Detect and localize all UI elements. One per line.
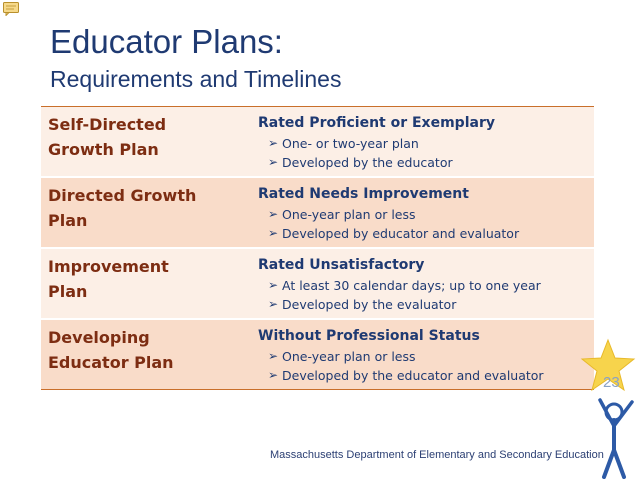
bullet-text: Developed by educator and evaluator <box>282 226 520 241</box>
bullet-item <box>268 153 588 172</box>
plan-name-cell <box>41 319 248 390</box>
plan-name-line: Developing <box>48 328 150 347</box>
rating-title: Rated Needs Improvement <box>258 186 469 202</box>
arrow-bullet-icon: ➢ <box>268 207 279 221</box>
plan-rating-cell <box>248 177 594 248</box>
slide-subtitle: Requirements and Timelines <box>50 66 342 92</box>
plan-rating-cell <box>248 107 594 178</box>
bullet-text: Developed by the evaluator <box>282 297 457 312</box>
slide-title: Educator Plans: <box>50 23 283 60</box>
plan-name-line: Self-Directed <box>48 115 167 134</box>
slide-title-block <box>50 22 341 94</box>
plan-name-line: Improvement <box>48 257 169 276</box>
bullet-text: One-year plan or less <box>282 207 416 222</box>
plan-rating-cell <box>248 248 594 319</box>
plan-rating-cell <box>248 319 594 390</box>
plan-name-cell <box>41 177 248 248</box>
plan-name-line: Directed Growth <box>48 186 197 205</box>
plan-row-directed-growth <box>41 177 594 248</box>
rating-title: Rated Proficient or Exemplary <box>258 115 495 131</box>
plan-row-developing-educator <box>41 319 594 390</box>
bullet-text: Developed by the educator and evaluator <box>282 368 544 383</box>
arrow-bullet-icon: ➢ <box>268 297 279 311</box>
footer-text: Massachusetts Department of Elementary and Secondary Education <box>270 449 604 461</box>
bullet-text: One-year plan or less <box>282 349 416 364</box>
bullet-list <box>258 347 588 385</box>
plan-row-improvement <box>41 248 594 319</box>
bullet-list <box>258 205 588 243</box>
arrow-bullet-icon: ➢ <box>268 155 279 169</box>
plan-name-line: Plan <box>48 282 88 301</box>
rating-title: Without Professional Status <box>258 328 480 344</box>
bullet-item <box>268 224 588 243</box>
bullet-item <box>268 295 588 314</box>
bullet-list <box>258 276 588 314</box>
bullet-item <box>268 276 588 295</box>
plan-name-cell <box>41 107 248 178</box>
plan-name-line: Growth Plan <box>48 140 159 159</box>
bullet-item <box>268 366 588 385</box>
arrow-bullet-icon: ➢ <box>268 278 279 292</box>
bullet-item <box>268 134 588 153</box>
plan-name-line: Plan <box>48 211 88 230</box>
speech-note-icon[interactable] <box>3 2 19 16</box>
bullet-text: Developed by the educator <box>282 155 453 170</box>
arrow-bullet-icon: ➢ <box>268 368 279 382</box>
bullet-list <box>258 134 588 172</box>
arrow-bullet-icon: ➢ <box>268 226 279 240</box>
rating-title: Rated Unsatisfactory <box>258 257 425 273</box>
bullet-text: One- or two-year plan <box>282 136 419 151</box>
plan-name-line: Educator Plan <box>48 353 174 372</box>
bullet-item <box>268 347 588 366</box>
plan-row-self-directed <box>41 107 594 178</box>
bullet-text: At least 30 calendar days; up to one year <box>282 278 541 293</box>
plans-table <box>41 106 594 390</box>
bullet-item <box>268 205 588 224</box>
arrow-bullet-icon: ➢ <box>268 349 279 363</box>
arrow-bullet-icon: ➢ <box>268 136 279 150</box>
plan-name-cell <box>41 248 248 319</box>
page-number: 23 <box>603 374 620 391</box>
